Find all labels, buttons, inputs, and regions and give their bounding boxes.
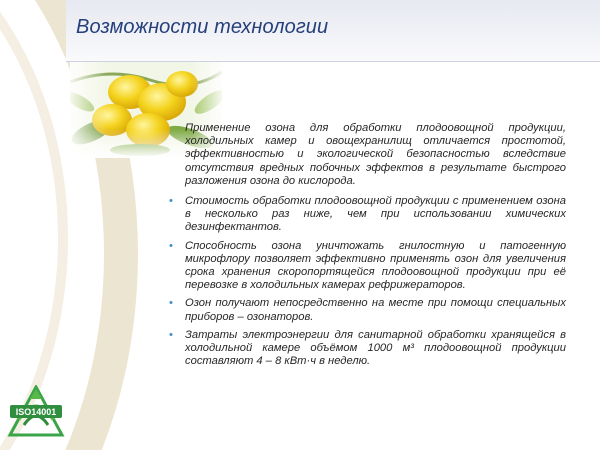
bullet-icon: • [169,195,173,208]
list-item [168,297,566,323]
list-item-text: Стоимость обработки плодоовощной продукции с применением озона в несколько раз ниже, чем при использовании химических дезинфектантов. [185,195,566,234]
slide-title: Возможности технологии [76,16,329,38]
list-item-text: Способность озона уничтожать гнилостную и патогенную микрофлору позволяет эффективно применять озон для увеличения срока хранения скоропортящейся плодоовощной продукции при её перевозке в холодильных камерах рефрижераторов. [185,239,566,292]
iso-logo-text: ISO14001 [15,407,57,417]
list-item-text: Озон получают непосредственно на месте при помощи специальных приборов – озонаторов. [185,297,566,323]
list-item-text: Применение озона для обработки плодоовощной продукции, холодильных камер и овощехранилищ отличается простотой, эффективностью и экологической безопасностью вследствие отсутствия вредных побочных эффектов в результате быстрого разложения озона до кислорода. [185,122,566,187]
iso-14001-badge [4,385,68,443]
list-item-text: Затраты электроэнергии для санитарной обработки хранящейся в холодильной камере объёмом 1000 м³ плодоовощной продукции составляют 4 – 8 кВт·ч в неделю. [185,328,566,368]
bullet-list [168,122,566,373]
bullet-icon: • [169,297,173,310]
bullet-icon: • [169,239,173,252]
list-item [168,329,566,369]
list-item [168,122,566,188]
list-item [168,240,566,293]
list-item [168,195,566,235]
bullet-icon: • [169,328,173,341]
